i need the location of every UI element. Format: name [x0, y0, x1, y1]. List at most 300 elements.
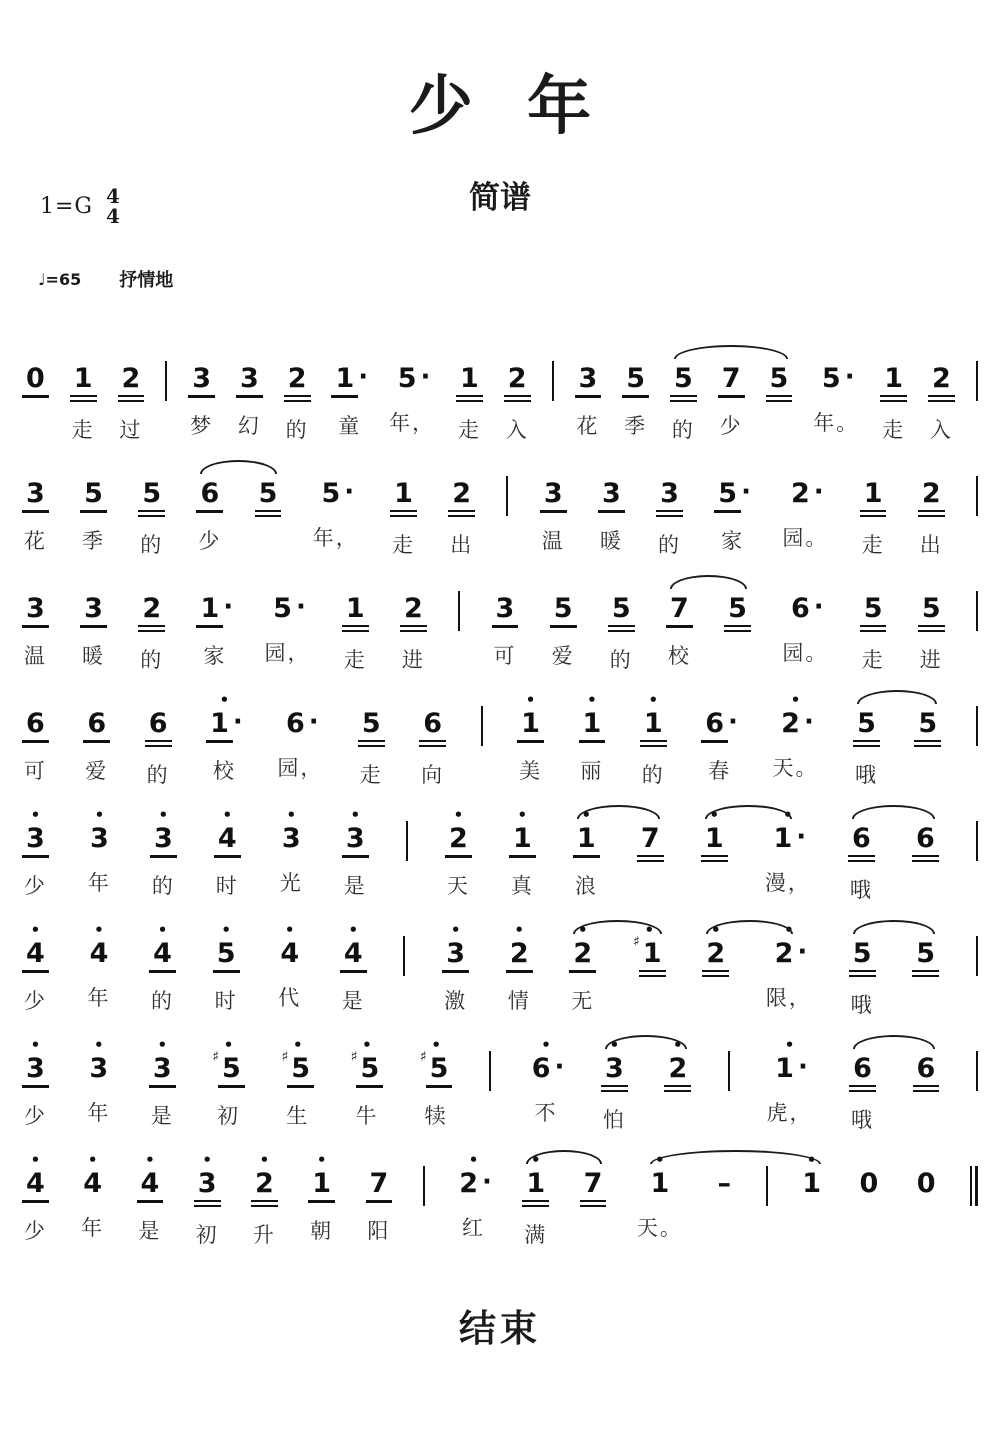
lyric-syllable: 幻 [237, 414, 261, 438]
note-number: 3 [89, 823, 109, 854]
note-number: 2 [284, 363, 311, 402]
lyric-syllable: 浪 [574, 874, 598, 898]
note [860, 580, 887, 672]
note-number-row [771, 1053, 808, 1085]
note-number-row [149, 938, 176, 973]
lyric-syllable: 红 [462, 1216, 486, 1240]
lyric-syllable: 走 [392, 533, 416, 557]
lyric-syllable: 漫， [764, 871, 811, 895]
note-number: 7 [366, 1168, 393, 1203]
lyric-syllable: 的 [146, 763, 170, 787]
note-number-row [579, 708, 606, 743]
note-number: 2 [664, 1053, 691, 1092]
note-number-row [118, 363, 145, 402]
note [419, 1036, 453, 1128]
note-number-row [79, 1168, 106, 1200]
note-number: 2 [448, 478, 475, 517]
note-number-row [86, 823, 113, 855]
meter-bottom: 4 [106, 204, 120, 228]
octave-dot: • [790, 691, 801, 709]
lyric-syllable: 年 [81, 1216, 105, 1240]
lyric-syllable: 年。 [813, 411, 860, 435]
note-number-row [276, 938, 303, 970]
note [80, 580, 107, 668]
note [22, 695, 49, 783]
lyric-syllable: 进 [919, 648, 943, 672]
sharp-icon: ♯ [632, 934, 640, 950]
note [632, 921, 666, 1017]
lyric-syllable: 年 [87, 986, 111, 1010]
octave-dot: • [644, 921, 655, 939]
note-number: 6 [196, 478, 223, 513]
note [79, 1151, 106, 1240]
lyric-syllable: 爱 [85, 759, 109, 783]
note-number: 3 [236, 363, 263, 398]
lyric-syllable: 不 [534, 1101, 558, 1125]
note [637, 810, 664, 902]
lyric-syllable: 的 [151, 874, 175, 898]
note-number-row [914, 708, 941, 747]
lyric-syllable: 怕 [602, 1108, 626, 1132]
note [118, 350, 145, 442]
octave-dot: • [362, 1036, 372, 1054]
note-number: 5 [213, 938, 240, 973]
score-line [22, 1036, 978, 1155]
note-number: 4 [83, 1168, 103, 1199]
note-number: 1 [517, 708, 544, 743]
lyric-syllable: 哦 [850, 993, 874, 1017]
final-barline [970, 1166, 978, 1206]
note-number-row [150, 823, 177, 858]
note-number: 1 [640, 708, 667, 747]
note-number-row [22, 1053, 49, 1088]
note [145, 695, 172, 787]
lyric-syllable: 少 [23, 989, 47, 1013]
octave-dot: • [578, 921, 588, 939]
note-number: 2 [506, 938, 533, 973]
note-number-row [787, 478, 824, 510]
octave-dot: • [530, 1151, 541, 1169]
note-number: 5 [218, 1053, 245, 1088]
note-number-row [666, 593, 693, 628]
lyric-syllable: 入 [929, 418, 953, 442]
lyric-syllable: 美 [519, 759, 543, 783]
note-number-row [400, 593, 427, 632]
note [670, 350, 697, 442]
note-number: 5 [273, 593, 292, 624]
lyric-syllable: 升 [252, 1223, 276, 1247]
lyric-syllable: 是 [343, 874, 367, 898]
octave-dot: • [655, 1151, 665, 1169]
note [580, 1155, 607, 1247]
note-number-row [350, 1049, 384, 1088]
note-number-row [269, 593, 306, 625]
octave-dot: • [158, 806, 169, 824]
octave-dot: • [30, 1151, 41, 1169]
note-number-row [206, 708, 243, 743]
octave-dot: • [30, 806, 41, 824]
note [70, 350, 97, 442]
note-number: 5 [622, 363, 649, 398]
lyric-syllable: 哦 [854, 763, 878, 787]
note-number-row [777, 708, 814, 740]
note [636, 1151, 683, 1240]
note [149, 921, 176, 1013]
note [313, 465, 359, 550]
note-number: 4 [149, 938, 176, 973]
note-number-row [138, 478, 165, 517]
note-number: 4 [137, 1168, 164, 1203]
duration-dot: · [813, 477, 824, 507]
note-number: 3 [22, 823, 49, 858]
note-number-row [22, 1168, 49, 1203]
note-number-row [622, 363, 649, 398]
octave-dot: • [30, 1036, 41, 1054]
note-number-row [394, 363, 431, 395]
octave-dot: • [783, 806, 793, 824]
note [206, 691, 243, 783]
note-number: 0 [859, 1168, 879, 1199]
note [601, 1036, 628, 1132]
lyric-syllable: 满 [524, 1223, 548, 1247]
lyric-syllable: 园， [277, 756, 324, 780]
octave-dot: • [259, 1151, 270, 1169]
note-number-row [509, 823, 536, 858]
note [390, 465, 417, 557]
note [664, 1036, 691, 1132]
note-number-row [702, 938, 729, 977]
note-number: 5 [358, 708, 385, 747]
note-number: 1 [206, 708, 233, 743]
note-number-row [366, 1168, 393, 1203]
lyric-syllable: 出 [919, 533, 943, 557]
lyric-syllable: 激 [444, 989, 468, 1013]
note-number-row [212, 1049, 245, 1088]
note [928, 350, 955, 442]
lyric-syllable: 暖 [599, 529, 623, 553]
note-number: 5 [849, 938, 876, 977]
duration-dot: · [741, 477, 751, 507]
note-number: 3 [342, 823, 369, 858]
note [281, 1036, 314, 1128]
note-number: 3 [194, 1168, 221, 1207]
lyric-syllable: 犊 [424, 1104, 448, 1128]
note [83, 695, 110, 783]
note-number: 3 [492, 593, 519, 628]
note-number: 2 [569, 938, 596, 973]
note-number-row [517, 708, 544, 743]
page-title: 少 年 [408, 70, 608, 144]
lyric-syllable: 向 [421, 763, 445, 787]
note [849, 1040, 876, 1132]
note-number-row [284, 363, 311, 402]
barline [976, 476, 978, 516]
note-number: 5 [821, 363, 841, 394]
note [22, 580, 49, 668]
note [340, 921, 367, 1013]
note-number-row [860, 593, 887, 632]
note-number-row [70, 363, 97, 402]
note-number: 6 [531, 1053, 551, 1084]
note-number: 2 [118, 363, 145, 402]
note [782, 465, 828, 550]
lyric-syllable: 是 [341, 989, 365, 1013]
note-number-row [317, 478, 354, 510]
duration-dot: · [358, 362, 369, 392]
note-number: 3 [80, 593, 107, 628]
octave-dot: • [514, 921, 525, 939]
note [492, 580, 519, 668]
lyric-syllable: 家 [203, 644, 227, 668]
note-number: 2 [774, 938, 794, 969]
lyric-syllable: 季 [82, 529, 106, 553]
note [194, 1151, 221, 1247]
note-number: 2 [790, 478, 810, 509]
lyric-syllable: 过 [119, 418, 143, 442]
note [251, 1151, 278, 1247]
lyric-syllable: 年， [312, 526, 359, 550]
lyric-syllable: 少 [23, 874, 47, 898]
note-number: 1 [196, 593, 223, 628]
note-number: 3 [22, 478, 49, 513]
note-number: 3 [22, 593, 49, 628]
note-number-row [86, 938, 113, 970]
octave-dot: • [286, 806, 297, 824]
lyric-syllable: 出 [450, 533, 474, 557]
octave-dot: • [609, 1036, 620, 1054]
note-number-row [342, 823, 369, 858]
octave-dot: • [94, 1036, 104, 1054]
note-number-row [22, 823, 49, 858]
note-number: 6 [913, 1053, 940, 1092]
note-number: 2 [504, 363, 531, 402]
note [22, 1036, 49, 1128]
note-number: 3 [149, 1053, 176, 1088]
duration-dot: · [420, 362, 431, 392]
lyric-syllable: 爱 [551, 644, 575, 668]
note [212, 1036, 245, 1128]
octave-dot: • [453, 806, 464, 824]
note [196, 465, 223, 553]
lyric-syllable: 牛 [355, 1104, 379, 1128]
lyric-syllable: 走 [457, 418, 481, 442]
note [880, 350, 907, 442]
note [308, 1151, 335, 1243]
note-number: 5 [766, 363, 793, 402]
sharp-icon: ♯ [281, 1049, 289, 1065]
duration-dot: · [554, 1052, 565, 1082]
note-number-row [80, 593, 107, 628]
lyric-syllable: 少 [23, 1104, 47, 1128]
duration-dot: · [844, 362, 855, 392]
note [766, 350, 793, 442]
note [848, 810, 875, 902]
octave-dot: • [284, 921, 295, 939]
note [196, 580, 233, 668]
notes-row [22, 806, 978, 902]
tempo-value: ♩=65 [38, 269, 82, 289]
note-number-row [331, 363, 368, 398]
note-number-row [188, 363, 215, 398]
lyric-syllable: 年 [87, 1101, 111, 1125]
note [918, 580, 945, 672]
note [277, 695, 323, 780]
note-number-row [236, 363, 263, 398]
note-number: – [717, 1168, 732, 1199]
note [608, 580, 635, 672]
note-number: 4 [214, 823, 241, 858]
note [506, 921, 533, 1013]
note [331, 350, 368, 438]
note-number: 6 [848, 823, 875, 862]
note-number-row [718, 363, 745, 398]
lyric-syllable: 少 [719, 414, 743, 438]
note-number-row [213, 938, 240, 973]
octave-dot: • [316, 1151, 327, 1169]
note-number-row [601, 1053, 628, 1092]
lyric-syllable: 校 [212, 759, 236, 783]
lyric-syllable: 春 [708, 759, 732, 783]
note-number: 6 [419, 708, 446, 747]
duration-dot: · [295, 592, 306, 622]
score-line [22, 1151, 978, 1270]
lyric-syllable: 园。 [782, 526, 829, 550]
meter-top: 4 [106, 184, 120, 208]
note [358, 695, 385, 787]
note-number: 3 [281, 823, 301, 854]
note [849, 925, 876, 1017]
lyric-syllable: 走 [882, 418, 906, 442]
tempo-marking [38, 266, 173, 292]
lyric-syllable: 校 [667, 644, 691, 668]
barline [976, 936, 978, 976]
note [214, 806, 241, 898]
note-number-row [80, 478, 107, 513]
ending-label: 结束 [459, 1307, 541, 1350]
notes-row [22, 580, 978, 672]
note-number-row [255, 478, 282, 517]
lyric-syllable: 的 [151, 989, 175, 1013]
lyric-syllable: 入 [505, 418, 529, 442]
lyric-syllable: 的 [671, 418, 695, 442]
octave-dot: • [517, 806, 528, 824]
lyric-syllable: 时 [214, 989, 238, 1013]
note-number-row [83, 708, 110, 743]
note [149, 1036, 176, 1128]
lyric-syllable: 朝 [310, 1219, 334, 1243]
octave-dot: • [450, 921, 461, 939]
duration-dot: · [797, 937, 808, 967]
note-number: 3 [22, 1053, 49, 1088]
lyric-syllable: 生 [286, 1104, 310, 1128]
lyric-syllable: 的 [658, 533, 682, 557]
lyric-syllable: 花 [576, 414, 600, 438]
lyric-syllable: 哦 [849, 878, 873, 902]
barline [976, 591, 978, 631]
note-number-row [442, 938, 469, 973]
note-number-row [575, 363, 602, 398]
note-number-row [701, 708, 738, 743]
sharp-icon: ♯ [419, 1049, 427, 1065]
note-number: 5 [608, 593, 635, 632]
note-number-row [855, 1168, 882, 1200]
note-number: 4 [280, 938, 300, 969]
note-number-row [251, 1168, 278, 1207]
note [22, 465, 49, 553]
note-number: 1 [456, 363, 483, 402]
note-number: 2 [138, 593, 165, 632]
note-number-row [664, 1053, 691, 1092]
duration-dot: · [803, 707, 814, 737]
score-line [22, 691, 978, 810]
note-number: 2 [251, 1168, 278, 1207]
barline [458, 591, 460, 631]
lyric-syllable: 温 [541, 529, 565, 553]
note [701, 806, 728, 902]
note-number: 4 [22, 1168, 49, 1203]
note-number: 2 [459, 1168, 478, 1199]
note [86, 921, 113, 1010]
lyric-syllable: 哦 [851, 1108, 874, 1132]
octave-dot: • [806, 1151, 817, 1169]
barline [489, 1051, 491, 1091]
note-number-row [308, 1168, 335, 1203]
sharp-icon: ♯ [350, 1049, 358, 1065]
note [342, 580, 369, 672]
barline [728, 1051, 730, 1091]
barline [403, 936, 405, 976]
octave-dot: • [350, 806, 361, 824]
note [918, 465, 945, 557]
note [188, 350, 215, 438]
note [579, 691, 606, 783]
note [80, 465, 107, 553]
lyric-syllable: 花 [23, 529, 47, 553]
note [528, 1036, 565, 1125]
lyric-syllable: 天 [446, 874, 470, 898]
note-number: 3 [442, 938, 469, 973]
note-number: 5 [426, 1053, 453, 1088]
sharp-icon: ♯ [212, 1049, 220, 1065]
score-line [22, 580, 978, 695]
note-number-row [528, 1053, 565, 1085]
octave-dot: • [348, 921, 359, 939]
barline [406, 821, 408, 861]
octave-dot: • [94, 921, 104, 939]
note [442, 921, 469, 1013]
note-number-row [196, 593, 233, 628]
note-number-row [608, 593, 635, 632]
note [666, 580, 693, 668]
note-number-row [766, 363, 793, 402]
lyric-syllable: 天。 [772, 756, 819, 780]
lyric-syllable: 初 [195, 1223, 219, 1247]
note [448, 465, 475, 557]
lyric-syllable: 年 [87, 871, 111, 895]
note [455, 1151, 492, 1240]
lyric-syllable: 园， [264, 641, 311, 665]
note [573, 806, 600, 898]
notes-row [22, 465, 978, 557]
barline [976, 361, 978, 401]
note-number: 5 [853, 708, 880, 747]
note-number-row [860, 478, 887, 517]
barline [506, 476, 508, 516]
octave-dot: • [221, 921, 231, 939]
note-number-row [714, 1168, 736, 1200]
note-number-row [913, 1053, 940, 1092]
note-number: 1 [650, 1168, 670, 1199]
